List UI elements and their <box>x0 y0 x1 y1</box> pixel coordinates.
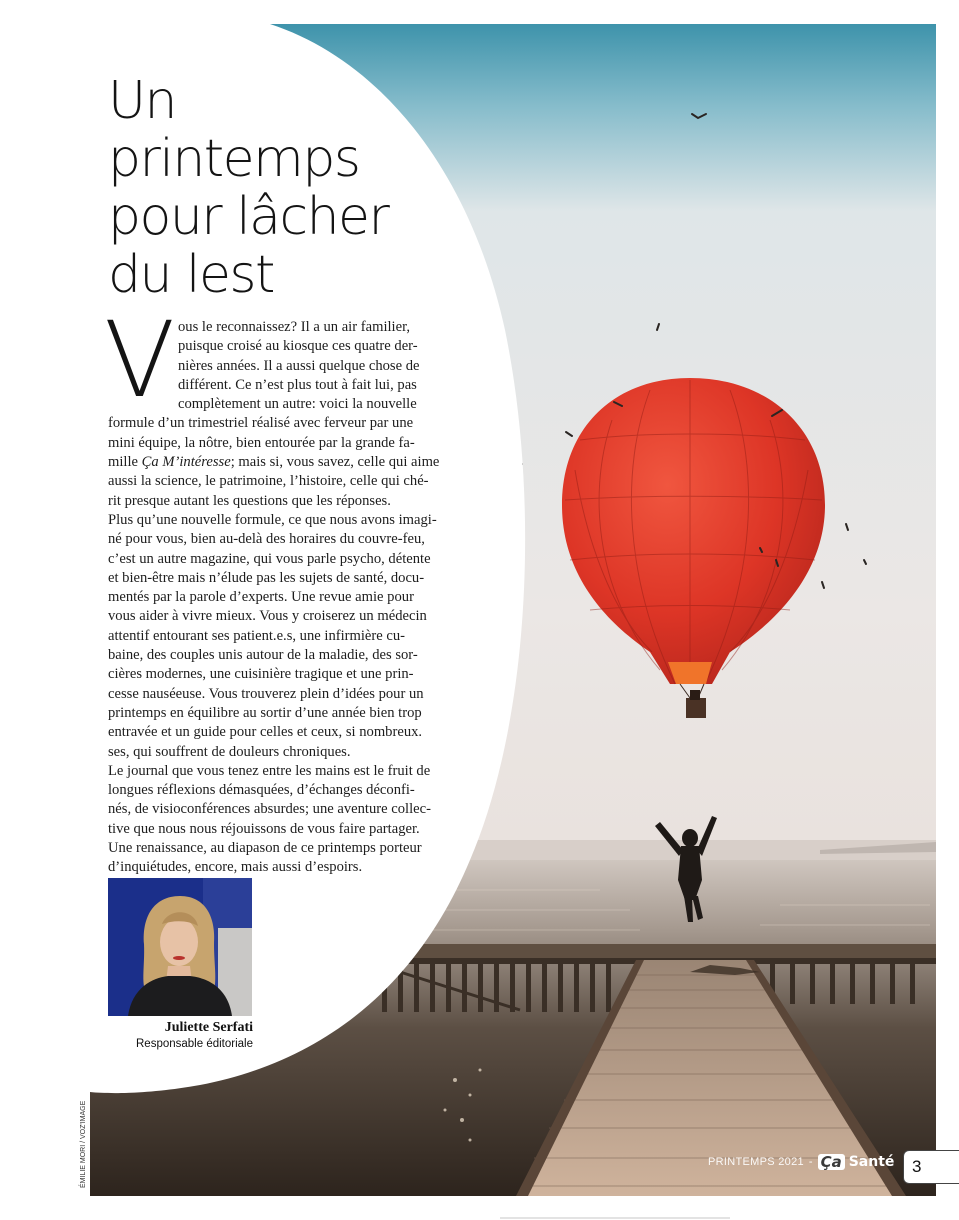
body-line: ses, qui souffrent de douleurs chroniques. <box>108 743 351 760</box>
body-line: longues réflexions démasquées, d’échanges déconfi- <box>108 782 415 799</box>
body-line: c’est un autre magazine, qui vous parle psycho, détente <box>108 550 431 567</box>
article-title <box>108 72 438 304</box>
body-line: mini équipe, la nôtre, bien entourée par la grande fa- <box>108 434 415 451</box>
body-line: aussi la science, le patrimoine, l’histoire, celle qui ché- <box>108 473 429 490</box>
title-line: Un <box>108 71 177 131</box>
photo-credit: ÉMILIE MORI / VOZ'IMAGE <box>80 1100 87 1188</box>
author-portrait <box>108 878 252 1016</box>
body-line: printemps en équilibre au sortir d’une année bien trop <box>108 704 422 721</box>
title-line: du lest <box>108 245 274 305</box>
bottom-divider <box>500 1217 730 1219</box>
body-line: né pour vous, bien au-delà des horaires du couvre-feu, <box>108 531 425 548</box>
body-line: entravée et un guide pour celles et ceux, si nombreux. <box>108 724 423 741</box>
body-line: vous aider à vivre mieux. Vous y croiserez un médecin <box>108 608 427 625</box>
page-footer <box>708 1154 894 1170</box>
body-line: nés, de visioconférences absurdes; une aventure collec- <box>108 801 431 818</box>
body-line: d’inquiétudes, encore, mais aussi d’espoirs. <box>108 859 363 876</box>
issue-season: PRINTEMPS 2021 <box>708 1156 804 1168</box>
body-line: cesse nauséeuse. Vous trouverez plein d’idées pour un <box>108 685 424 702</box>
body-text-fragment: ; mais si, vous savez, celle qui aime <box>230 454 440 471</box>
title-line: pour lâcher <box>108 187 389 247</box>
body-line: ous le reconnaissez? Il a un air familier, <box>178 319 411 335</box>
body-line: baine, des couples unis autour de la maladie, des sor- <box>108 647 418 664</box>
body-line: formule d’un trimestriel réalisé avec ferveur par une <box>108 415 414 432</box>
page-number: 3 <box>903 1150 959 1184</box>
author-name: Juliette Serfati <box>164 1020 253 1035</box>
body-line: rit presque autant les questions que les réponses. <box>108 492 391 509</box>
body-line: cières modernes, une cuisinière tragique et une prin- <box>108 666 414 683</box>
magazine-name: Ça M’intéresse <box>141 454 231 471</box>
footer-separator: - <box>808 1156 813 1168</box>
magazine-logo-ca: Ça <box>818 1154 845 1170</box>
body-line: nières années. Il a aussi quelque chose de <box>178 357 420 374</box>
body-line: Le journal que vous tenez entre les mains est le fruit de <box>108 762 431 779</box>
author-role: Responsable éditoriale <box>136 1038 253 1050</box>
title-line: printemps <box>108 129 360 189</box>
magazine-logo-sante: Santé <box>848 1154 895 1170</box>
body-line: et bien-être mais n’élude pas les sujets de santé, docu- <box>108 569 425 586</box>
body-line: puisque croisé au kiosque ces quatre der- <box>178 338 418 355</box>
body-line: tive que nous nous réjouissons de vous faire partager. <box>108 820 420 837</box>
body-line: Une renaissance, au diapason de ce printemps porteur <box>108 840 422 857</box>
body-line: complètement un autre: voici la nouvelle <box>178 396 417 413</box>
body-line: différent. Ce n’est plus tout à fait lui, pas <box>178 376 417 393</box>
drop-cap: V <box>104 299 176 421</box>
body-line: attentif entourant ses patient.e.s, une infirmière cu- <box>108 627 406 644</box>
body-line: Plus qu’une nouvelle formule, ce que nous avons imagi- <box>108 511 437 528</box>
editorial-body <box>108 318 448 878</box>
body-text-fragment: mille <box>108 454 142 471</box>
body-line <box>108 453 448 472</box>
body-line: mentés par la parole d’experts. Une revue amie pour <box>108 589 414 606</box>
